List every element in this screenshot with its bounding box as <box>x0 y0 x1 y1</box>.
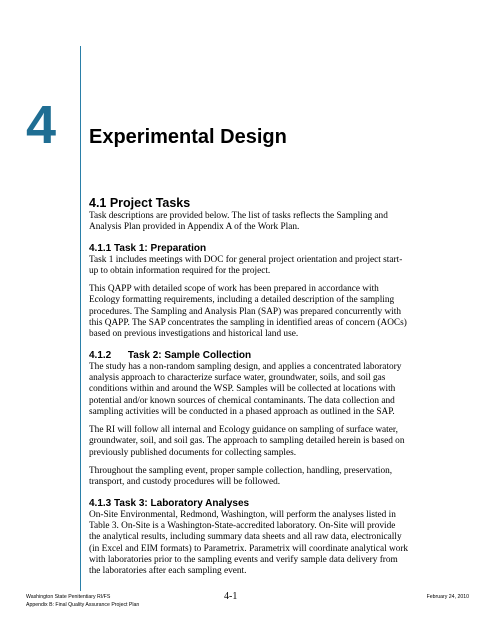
page-number: 4-1 <box>224 591 238 602</box>
section-4-1-3-heading: 4.1.3 Task 3: Laboratory Analyses <box>89 497 250 509</box>
section-4-1-1-paragraph-2: This QAPP with detailed scope of work has been prepared in accordance with Ecology formatting requirements, including a detailed description of the sampling procedures. The Sampling and Analysis Plan (SAP) was prepared concurrently with this QAPP. The SAP concentrates the sampling in identified areas of concern (AOCs) based on previous investigations and historical land use. <box>89 284 407 340</box>
section-4-1-2-paragraph-1: The study has a non-random sampling design, and applies a concentrated laboratory analysis approach to characterize surface water, groundwater, soils, and soil gas conditions within and around the WSP. Samples will be collected at locations with potential and/or known sources of chemical contaminants. The data collection and sampling activities will be conducted in a phased approach as outlined in the SAP. <box>89 361 402 417</box>
chapter-title: Experimental Design <box>89 126 287 148</box>
footer-appendix-title: Appendix B: Final Quality Assurance Project Plan <box>26 602 140 608</box>
footer-document-title: Washington State Penitentiary RI/FS <box>26 594 111 600</box>
section-4-1-paragraph: Task descriptions are provided below. The list of tasks reflects the Sampling and Analysis Plan provided in Appendix A of the Work Plan. <box>89 211 388 233</box>
section-4-1-heading: 4.1 Project Tasks <box>89 196 191 210</box>
margin-rule <box>80 46 81 591</box>
body-content <box>89 196 409 577</box>
footer-date: February 24, 2010 <box>426 594 469 600</box>
section-4-1-3-paragraph-1: On-Site Environmental, Redmond, Washington, will perform the analyses listed in Table 3. On-Site is a Washington-State-accredited laboratory. On-Site will provide the analytical results, including summary data sheets and all raw data, electronically (in Excel and EIM formats) to Parametrix. Parametrix will coordinate analytical work with laboratories prior to the sampling events and verify sample data delivery from the laboratories after each sampling event. <box>89 509 409 577</box>
section-4-1-2-paragraph-3: Throughout the sampling event, proper sample collection, handling, preservation, transport, and custody procedures will be followed. <box>89 466 393 488</box>
section-4-1-2-heading: 4.1.2 Task 2: Sample Collection <box>89 349 252 361</box>
section-4-1-2-paragraph-2: The RI will follow all internal and Ecology guidance on sampling of surface water, groundwater, soil, and soil gas. The approach to sampling detailed herein is based on previously published documents for collecting samples. <box>89 425 405 458</box>
chapter-number: 4 <box>26 95 57 155</box>
section-4-1-1-paragraph-1: Task 1 includes meetings with DOC for general project orientation and project start-up to obtain information required for the project. <box>89 254 403 276</box>
section-4-1-1-heading: 4.1.1 Task 1: Preparation <box>89 242 207 254</box>
